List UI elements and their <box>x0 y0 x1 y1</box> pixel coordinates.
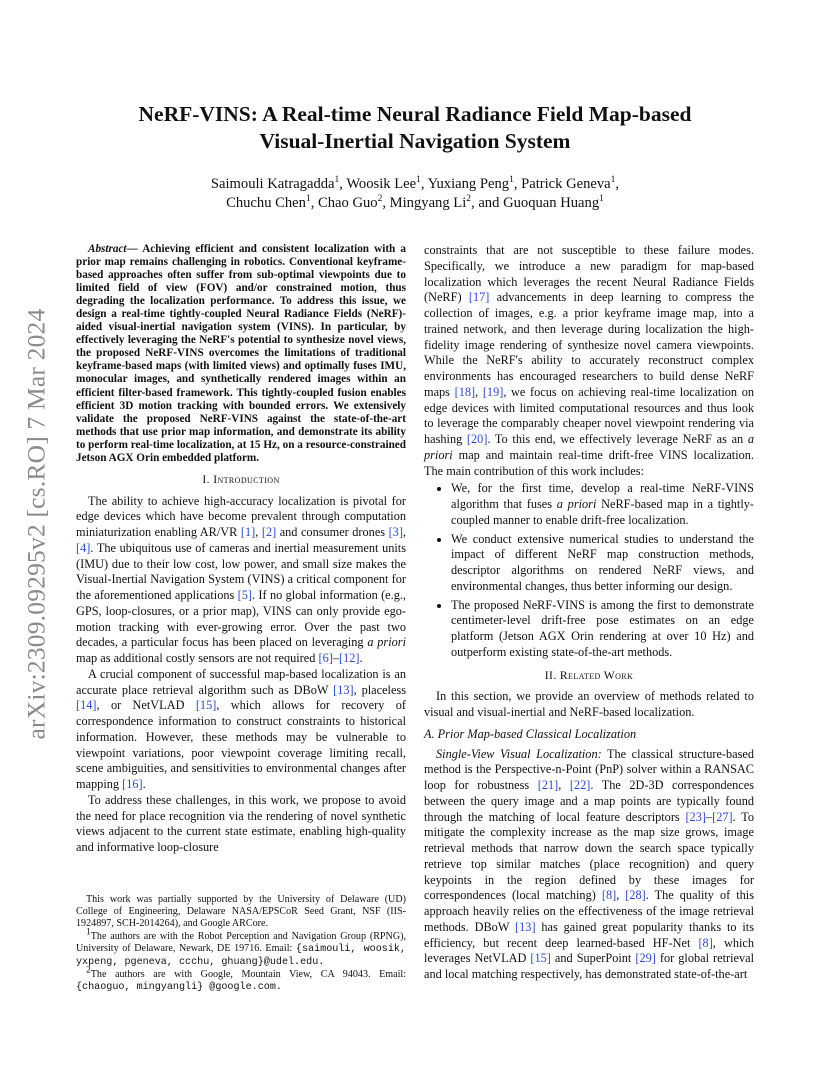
citation-link[interactable]: [5] <box>237 588 252 603</box>
citation-link[interactable]: [8] <box>698 935 713 950</box>
text-span: . <box>359 651 363 666</box>
text-span: , <box>475 384 483 399</box>
citation-link[interactable]: [18] <box>454 384 476 399</box>
author-separator: , <box>310 195 319 211</box>
author-separator: , <box>382 195 390 211</box>
citation-link[interactable]: [27] <box>712 809 733 824</box>
text-span: – <box>705 809 713 824</box>
author-separator: , and <box>471 195 504 211</box>
text-span: . The quality of this approach heavily relies on the effectiveness of the image retrieval methods. DBoW <box>424 888 754 934</box>
text-span: We conduct extensive numerical studies to understand the impact of different NeRF map construction methods, descriptor algorithms on rendered NeRF views, and environmental changes, thus better informing our design. <box>451 531 754 593</box>
left-column <box>76 243 406 856</box>
text-span: , we focus on achieving real-time localization on edge devices with limited computational resources and thus look to leverage the comparably cheaper novel viewpoint rendering via hashing <box>424 384 755 446</box>
intro-paragraph-2 <box>76 667 406 793</box>
intro-paragraph-1 <box>76 494 406 667</box>
text-span: A crucial component of successful map-based localization is an accurate place retrieval algorithm such as DBoW <box>76 666 406 697</box>
emphasis: a priori <box>556 497 597 511</box>
text-span: The proposed NeRF-VINS is among the first to demonstrate centimeter-level drift-free pose estimates on an edge platform (Jetson AGX Orin rendering at over 10 Hz) and outperform existing state-of-the-art methods. <box>451 597 754 659</box>
text-span: The classical structure-based method is the Perspective-n-Point (PnP) solver within a RANSAC loop for robustness <box>424 746 754 792</box>
title-line-1: NeRF-VINS: A Real-time Neural Radiance Field Map-based <box>138 102 692 126</box>
contribution-list <box>424 481 754 660</box>
citation-link[interactable]: [29] <box>635 951 656 966</box>
related-work-intro: In this section, we provide an overview of methods related to visual and visual-inertial and NeRF-based localization. <box>424 689 754 719</box>
affiliation-mark: 1 <box>416 175 421 186</box>
text-span: , <box>616 888 626 903</box>
text-span: The authors are with the Robot Perception and Navigation Group (RPNG), University of Delaware, Newark, DE 19716. Email: <box>76 930 406 954</box>
affiliation-mark: 1 <box>599 194 604 205</box>
abstract <box>76 243 406 465</box>
text-span: NeRF-based map in a tightly-coupled manner to enable drift-free localization. <box>451 497 755 527</box>
text-span: , <box>255 525 262 540</box>
author-name: Yuxiang Peng <box>427 176 510 192</box>
text-span: . The ubiquitous use of cameras and inertial measurement units (IMU) due to their low cost, low power, and small size makes the Visual-Inertial Navigation System (VINS) a critical component for the aforementioned applications <box>76 540 406 603</box>
arxiv-identifier <box>18 288 54 760</box>
citation-link[interactable]: [19] <box>482 384 504 399</box>
footnotes <box>76 894 406 995</box>
text-span: constraints that are not susceptible to these failure modes. Specifically, we introduce a new paradigm for map-based localization which leverages the recent Neural Radiance Fields (NeRF) <box>424 243 754 305</box>
citation-link[interactable]: [13] <box>333 682 354 697</box>
text-span: The ability to achieve high-accuracy localization is pivotal for edge devices which have become prevalent through computation miniaturization enabling AR/VR <box>76 493 406 540</box>
emphasis: a priori <box>367 635 406 650</box>
footnote-mark: 1 <box>86 927 91 938</box>
paper-title <box>100 101 730 155</box>
text-span: . <box>142 777 146 792</box>
text-span: , <box>402 525 406 540</box>
footnote-mark: 2 <box>86 965 91 976</box>
citation-link[interactable]: [3] <box>388 525 403 540</box>
citation-link[interactable]: [16] <box>122 777 143 792</box>
footnote-funding: This work was partially supported by the University of Delaware (UD) College of Engineering, Delaware NASA/EPSCoR Seed Grant, NSF (IIS-1924897, SCH-2014264), and Google ARCore. <box>76 894 406 930</box>
author-list <box>120 175 710 213</box>
citation-link[interactable]: [13] <box>515 919 536 934</box>
citation-link[interactable]: [6] <box>318 651 333 666</box>
text-span: and consumer drones <box>276 525 389 540</box>
author-name: Chuchu Chen <box>226 195 306 211</box>
subsection-heading: A. Prior Map-based Classical Localization <box>424 726 637 741</box>
text-span: , placeless <box>353 682 406 697</box>
affiliation-mark: 1 <box>610 175 616 186</box>
text-span: , or NetVLAD <box>96 698 196 713</box>
citation-link[interactable]: [15] <box>530 951 551 966</box>
affiliation-mark: 2 <box>466 194 472 205</box>
text-span: The authors are with Google, Mountain View, CA 94043. Email: <box>90 969 406 981</box>
right-column <box>424 243 754 983</box>
email-link[interactable]: {saimouli, woosik, yxpeng, pgeneva, ccchu, ghuang}@udel.edu. <box>76 943 406 969</box>
citation-link[interactable]: [14] <box>76 698 97 713</box>
author-name: Guoquan Huang <box>503 195 600 211</box>
text-span: . If no global information (e.g., GPS, loop-closures, or a prior map), VINS can only provide ego-motion tracking with ever-growing error. Over the past two decades, a particular focus has been placed on leveraging <box>76 588 407 650</box>
text-span: , which allows for recovery of correspondence information to construct constraints to historical information. However, these methods may be vulnerable to viewpoint variations, poor viewpoint coverage limiting recall, scene ambiguities, and sensitivities to environmental changes after mapping <box>76 698 406 792</box>
author-name: Woosik Lee <box>346 176 417 192</box>
single-view-paragraph <box>424 747 754 983</box>
text-span: . The 2D-3D correspondences between the query image and a map points are typically found through the matching of local feature descriptors <box>424 778 754 824</box>
author-name: Patrick Geneva <box>521 176 611 192</box>
text-span: map and maintain real-time drift-free VINS localization. The main contribution of this work includes: <box>424 447 754 478</box>
abstract-label: Abstract <box>88 243 127 255</box>
arxiv-identifier-text: arXiv:2309.09295v2 [cs.RO] 7 Mar 2024 <box>21 308 50 740</box>
text-span: has gained great popularity thanks to its efficiency, but recent deep learned-based HF-Net <box>424 919 754 950</box>
author-line-2 <box>120 194 710 213</box>
emphasis: a priori <box>424 432 755 462</box>
citation-link[interactable]: [8] <box>601 888 617 903</box>
author-name: Mingyang Li <box>389 195 467 211</box>
author-line-1 <box>120 175 710 194</box>
author-separator: , <box>513 176 522 192</box>
citation-link[interactable]: [15] <box>195 698 217 713</box>
list-item <box>451 598 754 661</box>
abstract-text: — Achieving efficient and consistent localization with a prior map remains challenging in robotics. Conventional keyframe-based approaches often suffer from sub-optimal viewpoints due to limited field of view (FOV) and/or constrained motion, thus degrading the localization performance. To address this issue, we design a real-time tightly-coupled Neural Radiance Fields (NeRF)-aided visual-inertial navigation system (VINS). In particular, by effectively leveraging the NeRF's potential to synthesize novel views, the proposed NeRF-VINS overcomes the limitations of traditional keyframe-based maps (with limited views) and optimally fuses IMU, monocular images, and synthetically rendered images within an efficient filter-based framework. This tightly-coupled fusion enables efficient 3D motion tracking with bounded errors. We extensively validate the proposed NeRF-VINS against the state-of-the-art methods that use prior map information, and demonstrate its ability to perform real-time localization, at 15 Hz, on a resource-constrained Jetson AGX Orin embedded platform. <box>76 243 406 464</box>
citation-link[interactable]: [4] <box>76 540 91 555</box>
list-item <box>451 532 754 595</box>
text-span: and SuperPoint <box>550 951 636 966</box>
author-separator: , <box>615 176 620 192</box>
text-span: , <box>558 778 570 792</box>
author-name: Saimouli Katragadda <box>210 176 335 192</box>
text-span: . To this end, we effectively leverage NeRF as an <box>487 432 748 446</box>
citation-link[interactable]: [2] <box>261 525 277 540</box>
text-span: advancements in deep learning to compress the collection of images, e.g. a prior keyframe image map, into a trained network, and then leverage during localization the high-fidelity image rendering of synthesize novel camera viewpoints. While the NeRF's ability to accurately reconstruct complex environments has encouraged researchers to build dense NeRF maps <box>424 290 754 399</box>
intro-paragraph-3-continued <box>424 243 754 479</box>
email-link[interactable]: {chaoguo, mingyangli} @google.com. <box>76 982 282 994</box>
footnote-affiliation-2 <box>76 965 406 994</box>
citation-link[interactable]: [20] <box>466 432 488 446</box>
citation-link[interactable]: [23] <box>685 809 706 824</box>
footnote-affiliation-1 <box>76 927 406 970</box>
citation-link[interactable]: [17] <box>468 290 490 305</box>
text-span: map as additional costly sensors are not required <box>76 651 319 666</box>
list-item <box>451 481 754 528</box>
affiliation-mark: 2 <box>377 194 383 205</box>
author-separator: , <box>339 176 347 192</box>
affiliation-mark: 1 <box>334 175 340 186</box>
author-name: Chao Guo <box>318 195 378 211</box>
citation-link[interactable]: [12] <box>338 651 360 666</box>
citation-link[interactable]: [1] <box>240 525 256 540</box>
text-span: We, for the first time, develop a real-time NeRF-VINS algorithm that fuses <box>451 481 754 511</box>
affiliation-mark: 1 <box>509 175 514 186</box>
paragraph-label: Single-View Visual Localization: <box>436 746 602 761</box>
intro-paragraph-3: To address these challenges, in this work, we propose to avoid the need for place recognition via the rendering of novel synthetic views adjacent to the current state estimate, enabling high-quality and informative loop-closure <box>76 792 406 855</box>
section-heading-introduction: I. Introduction <box>202 472 280 486</box>
citation-link[interactable]: [22] <box>569 778 591 792</box>
title-line-2: Visual-Inertial Navigation System <box>259 129 571 153</box>
affiliation-mark: 1 <box>305 194 311 205</box>
citation-link[interactable]: [28] <box>625 888 646 903</box>
section-heading-related-work: II. Related Work <box>544 668 634 682</box>
author-separator: , <box>420 176 428 192</box>
text-span: . To mitigate the complexity increase as the map size grows, image retrieval methods that narrow down the search space typically retrieve top similar matches (place recognition) and query keypoints in the region defined by these images for correspondences (local matching) <box>424 809 755 903</box>
citation-link[interactable]: [21] <box>537 778 559 792</box>
text-span: for global retrieval and local matching respectively, has demonstrated state-of-the-art <box>424 951 755 981</box>
text-span: – <box>332 651 339 666</box>
text-span: , which leverages NetVLAD <box>424 935 754 966</box>
